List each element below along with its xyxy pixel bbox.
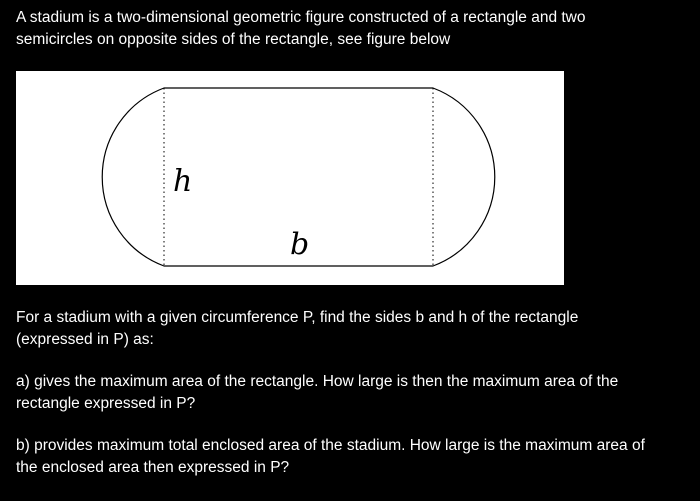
intro-line-2: semicircles on opposite sides of the rectangle, see figure below (16, 31, 451, 48)
stadium-figure (16, 71, 564, 285)
part-b-paragraph (16, 435, 688, 479)
part-b-line-1: b) provides maximum total enclosed area of the stadium. How large is the maximum area of (16, 437, 645, 454)
part-b-line-2: the enclosed area then expressed in P? (16, 459, 290, 476)
intro-paragraph (16, 7, 688, 51)
part-a-line-2: rectangle expressed in P? (16, 395, 196, 412)
height-label: h (173, 164, 193, 199)
part-a-line-1: a) gives the maximum area of the rectangle. How large is then the maximum area of the (16, 373, 619, 390)
question-line-2: (expressed in P) as: (16, 331, 154, 348)
part-a-paragraph (16, 371, 688, 415)
intro-line-1: A stadium is a two-dimensional geometric figure constructed of a rectangle and two (16, 9, 586, 26)
question-paragraph (16, 307, 688, 351)
stadium-diagram (16, 71, 564, 285)
base-label: b (290, 227, 310, 262)
question-line-1: For a stadium with a given circumference P, find the sides b and h of the rectangle (16, 309, 579, 326)
